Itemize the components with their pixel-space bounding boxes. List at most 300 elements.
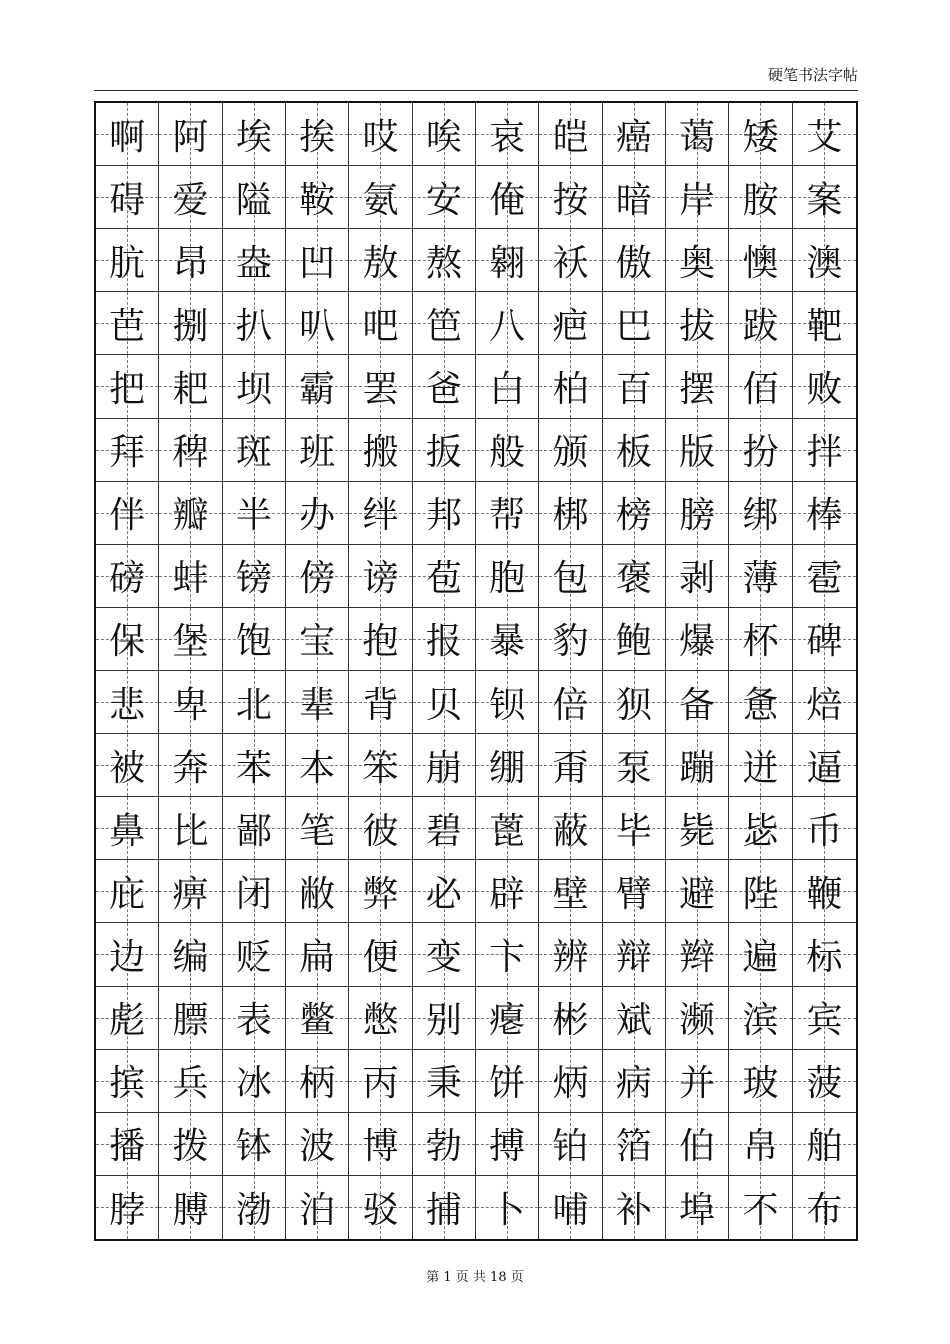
practice-character: 鞍	[299, 179, 336, 221]
grid-cell	[476, 734, 539, 797]
practice-character: 敖	[362, 242, 399, 284]
grid-cell	[666, 355, 729, 418]
grid-cell	[603, 987, 666, 1050]
grid-cell	[476, 545, 539, 608]
practice-character: 胺	[742, 179, 779, 221]
practice-character: 报	[425, 621, 462, 663]
practice-character: 胞	[489, 558, 526, 600]
practice-character: 濒	[679, 1000, 716, 1042]
practice-character: 剥	[679, 558, 716, 600]
practice-character: 贝	[425, 684, 462, 726]
grid-cell	[793, 860, 856, 923]
practice-character: 箔	[615, 1126, 652, 1168]
practice-character: 泵	[615, 747, 652, 789]
grid-cell	[413, 419, 476, 482]
grid-cell	[286, 1113, 349, 1176]
practice-character: 炳	[552, 1063, 589, 1105]
grid-cell	[793, 797, 856, 860]
practice-character: 钡	[489, 684, 526, 726]
practice-character: 弊	[362, 873, 399, 915]
practice-character: 棒	[806, 495, 843, 537]
grid-cell	[413, 166, 476, 229]
grid-cell	[793, 1176, 856, 1239]
practice-character: 斑	[235, 432, 272, 474]
grid-cell	[413, 103, 476, 166]
grid-cell	[793, 671, 856, 734]
grid-cell	[539, 166, 602, 229]
practice-character: 甭	[552, 747, 589, 789]
grid-cell	[603, 1113, 666, 1176]
practice-character: 宾	[806, 1000, 843, 1042]
grid-cell	[476, 608, 539, 671]
practice-character: 袄	[552, 242, 589, 284]
practice-character: 北	[235, 684, 272, 726]
practice-character: 蔽	[552, 810, 589, 852]
practice-character: 辨	[552, 936, 589, 978]
grid-cell	[603, 923, 666, 986]
practice-character: 必	[425, 873, 462, 915]
practice-character: 鞭	[806, 873, 843, 915]
grid-cell	[349, 608, 412, 671]
grid-cell	[349, 987, 412, 1050]
practice-character: 鄙	[235, 810, 272, 852]
practice-character: 比	[172, 810, 209, 852]
grid-cell	[223, 734, 286, 797]
grid-cell	[476, 923, 539, 986]
practice-character: 啊	[109, 116, 146, 158]
grid-cell	[539, 987, 602, 1050]
practice-character: 包	[552, 558, 589, 600]
practice-character: 并	[679, 1063, 716, 1105]
grid-cell	[286, 608, 349, 671]
practice-character: 泊	[299, 1189, 336, 1231]
practice-character: 暴	[489, 621, 526, 663]
practice-character: 榜	[615, 495, 652, 537]
grid-cell	[413, 292, 476, 355]
grid-cell	[539, 419, 602, 482]
practice-character: 柏	[552, 368, 589, 410]
grid-cell	[96, 1113, 159, 1176]
practice-character: 遍	[742, 936, 779, 978]
grid-cell	[413, 797, 476, 860]
grid-cell	[603, 482, 666, 545]
practice-character: 不	[742, 1189, 779, 1231]
practice-character: 癌	[615, 116, 652, 158]
practice-character: 稗	[172, 432, 209, 474]
practice-character: 薄	[742, 558, 779, 600]
grid-cell	[159, 860, 222, 923]
practice-character: 毙	[679, 810, 716, 852]
practice-character: 苞	[425, 558, 462, 600]
practice-character: 把	[109, 368, 146, 410]
grid-cell	[159, 987, 222, 1050]
practice-character: 爆	[679, 621, 716, 663]
practice-character: 狈	[615, 684, 652, 726]
practice-character: 脖	[109, 1189, 146, 1231]
practice-character: 铂	[552, 1126, 589, 1168]
grid-cell	[539, 923, 602, 986]
grid-cell	[96, 419, 159, 482]
practice-character: 败	[806, 368, 843, 410]
grid-cell	[603, 1176, 666, 1239]
grid-cell	[729, 229, 792, 292]
grid-cell	[729, 987, 792, 1050]
grid-cell	[666, 292, 729, 355]
practice-character: 表	[235, 1000, 272, 1042]
grid-cell	[476, 419, 539, 482]
grid-cell	[666, 734, 729, 797]
practice-character: 哀	[489, 116, 526, 158]
grid-cell	[603, 355, 666, 418]
grid-cell	[349, 166, 412, 229]
grid-cell	[793, 355, 856, 418]
practice-character: 豹	[552, 621, 589, 663]
practice-character: 褒	[615, 558, 652, 600]
practice-character: 辟	[489, 873, 526, 915]
grid-cell	[413, 1050, 476, 1113]
practice-character: 雹	[806, 558, 843, 600]
grid-cell	[666, 482, 729, 545]
practice-character: 坝	[235, 368, 272, 410]
practice-character: 笆	[425, 305, 462, 347]
practice-character: 膊	[172, 1189, 209, 1231]
practice-character: 唉	[425, 116, 462, 158]
practice-character: 菠	[806, 1063, 843, 1105]
grid-cell	[793, 229, 856, 292]
grid-cell	[96, 292, 159, 355]
grid-cell	[603, 103, 666, 166]
practice-character: 疤	[552, 305, 589, 347]
grid-cell	[349, 419, 412, 482]
practice-character: 八	[489, 305, 526, 347]
character-practice-grid	[94, 101, 858, 1241]
practice-character: 病	[615, 1063, 652, 1105]
practice-character: 毕	[615, 810, 652, 852]
practice-character: 勃	[425, 1126, 462, 1168]
grid-cell	[159, 671, 222, 734]
practice-character: 悲	[109, 684, 146, 726]
grid-cell	[223, 797, 286, 860]
grid-cell	[793, 482, 856, 545]
practice-character: 岸	[679, 179, 716, 221]
practice-character: 肮	[109, 242, 146, 284]
practice-character: 班	[299, 432, 336, 474]
practice-character: 奔	[172, 747, 209, 789]
grid-cell	[603, 671, 666, 734]
grid-cell	[413, 545, 476, 608]
practice-character: 本	[299, 747, 336, 789]
grid-cell	[96, 229, 159, 292]
grid-cell	[286, 166, 349, 229]
practice-character: 避	[679, 873, 716, 915]
grid-cell	[223, 229, 286, 292]
practice-character: 阿	[172, 116, 209, 158]
practice-character: 案	[806, 179, 843, 221]
grid-cell	[666, 1050, 729, 1113]
grid-cell	[603, 419, 666, 482]
practice-character: 蹦	[679, 747, 716, 789]
grid-cell	[413, 734, 476, 797]
grid-cell	[729, 1113, 792, 1176]
practice-character: 苯	[235, 747, 272, 789]
grid-cell	[476, 987, 539, 1050]
grid-cell	[96, 608, 159, 671]
grid-cell	[476, 355, 539, 418]
grid-cell	[729, 734, 792, 797]
practice-character: 跋	[742, 305, 779, 347]
practice-character: 挨	[299, 116, 336, 158]
grid-cell	[603, 1050, 666, 1113]
practice-character: 陛	[742, 873, 779, 915]
practice-character: 瘪	[489, 1000, 526, 1042]
practice-character: 帛	[742, 1126, 779, 1168]
grid-cell	[666, 103, 729, 166]
grid-cell	[729, 860, 792, 923]
practice-character: 搬	[362, 432, 399, 474]
grid-cell	[349, 671, 412, 734]
grid-cell	[286, 797, 349, 860]
grid-cell	[729, 797, 792, 860]
practice-character: 碧	[425, 810, 462, 852]
grid-cell	[159, 608, 222, 671]
practice-character: 邦	[425, 495, 462, 537]
grid-cell	[666, 860, 729, 923]
practice-character: 壁	[552, 873, 589, 915]
practice-character: 逼	[806, 747, 843, 789]
grid-cell	[729, 671, 792, 734]
grid-cell	[666, 671, 729, 734]
practice-character: 般	[489, 432, 526, 474]
grid-cell	[223, 545, 286, 608]
grid-cell	[603, 545, 666, 608]
practice-character: 爱	[172, 179, 209, 221]
practice-character: 扒	[235, 305, 272, 347]
grid-cell	[793, 987, 856, 1050]
practice-character: 彬	[552, 1000, 589, 1042]
grid-cell	[603, 860, 666, 923]
grid-cell	[223, 482, 286, 545]
grid-cell	[793, 734, 856, 797]
grid-cell	[159, 166, 222, 229]
practice-character: 氨	[362, 179, 399, 221]
practice-character: 变	[425, 936, 462, 978]
grid-cell	[223, 292, 286, 355]
grid-cell	[96, 1050, 159, 1113]
practice-character: 堡	[172, 621, 209, 663]
practice-character: 博	[362, 1126, 399, 1168]
practice-character: 澳	[806, 242, 843, 284]
practice-character: 半	[235, 495, 272, 537]
practice-character: 瓣	[172, 495, 209, 537]
practice-character: 拔	[679, 305, 716, 347]
grid-cell	[223, 103, 286, 166]
grid-cell	[223, 608, 286, 671]
grid-cell	[349, 482, 412, 545]
practice-character: 伴	[109, 495, 146, 537]
grid-cell	[476, 1176, 539, 1239]
grid-cell	[476, 292, 539, 355]
grid-cell	[286, 292, 349, 355]
grid-cell	[349, 734, 412, 797]
grid-cell	[286, 1050, 349, 1113]
practice-character: 傲	[615, 242, 652, 284]
grid-cell	[286, 482, 349, 545]
grid-cell	[286, 103, 349, 166]
practice-character: 佰	[742, 368, 779, 410]
grid-cell	[349, 545, 412, 608]
grid-cell	[413, 482, 476, 545]
grid-cell	[539, 103, 602, 166]
grid-cell	[96, 482, 159, 545]
grid-cell	[539, 229, 602, 292]
grid-cell	[539, 671, 602, 734]
grid-cell	[666, 1176, 729, 1239]
grid-cell	[603, 797, 666, 860]
grid-cell	[286, 734, 349, 797]
grid-cell	[349, 355, 412, 418]
practice-character: 靶	[806, 305, 843, 347]
grid-cell	[793, 1113, 856, 1176]
practice-character: 熬	[425, 242, 462, 284]
grid-cell	[666, 166, 729, 229]
practice-character: 杯	[742, 621, 779, 663]
practice-character: 爸	[425, 368, 462, 410]
practice-character: 笨	[362, 747, 399, 789]
grid-cell	[476, 797, 539, 860]
practice-character: 鼻	[109, 810, 146, 852]
grid-cell	[603, 229, 666, 292]
grid-cell	[476, 482, 539, 545]
grid-cell	[603, 608, 666, 671]
practice-character: 帮	[489, 495, 526, 537]
practice-character: 蓖	[489, 810, 526, 852]
practice-character: 憋	[362, 1000, 399, 1042]
practice-character: 卞	[489, 936, 526, 978]
practice-character: 背	[362, 684, 399, 726]
grid-cell	[96, 923, 159, 986]
grid-cell	[223, 355, 286, 418]
grid-cell	[476, 671, 539, 734]
grid-cell	[96, 671, 159, 734]
grid-cell	[159, 292, 222, 355]
grid-cell	[349, 229, 412, 292]
practice-character: 捕	[425, 1189, 462, 1231]
grid-cell	[729, 355, 792, 418]
grid-cell	[349, 1113, 412, 1176]
practice-character: 凹	[299, 242, 336, 284]
practice-character: 隘	[235, 179, 272, 221]
grid-cell	[476, 103, 539, 166]
grid-cell	[666, 545, 729, 608]
practice-character: 蔼	[679, 116, 716, 158]
practice-character: 丙	[362, 1063, 399, 1105]
practice-character: 毖	[742, 810, 779, 852]
practice-character: 驳	[362, 1189, 399, 1231]
practice-character: 播	[109, 1126, 146, 1168]
grid-cell	[603, 166, 666, 229]
practice-character: 版	[679, 432, 716, 474]
grid-cell	[96, 734, 159, 797]
grid-cell	[286, 545, 349, 608]
practice-character: 滨	[742, 1000, 779, 1042]
practice-character: 秉	[425, 1063, 462, 1105]
grid-cell	[666, 797, 729, 860]
grid-cell	[159, 355, 222, 418]
practice-character: 庇	[109, 873, 146, 915]
practice-character: 巴	[615, 305, 652, 347]
practice-character: 谤	[362, 558, 399, 600]
grid-cell	[413, 1113, 476, 1176]
grid-cell	[286, 987, 349, 1050]
practice-character: 舶	[806, 1126, 843, 1168]
grid-cell	[159, 923, 222, 986]
practice-character: 霸	[299, 368, 336, 410]
practice-character: 布	[806, 1189, 843, 1231]
practice-character: 蚌	[172, 558, 209, 600]
practice-character: 绊	[362, 495, 399, 537]
grid-cell	[539, 545, 602, 608]
practice-character: 办	[299, 495, 336, 537]
practice-character: 痹	[172, 873, 209, 915]
grid-cell	[349, 1050, 412, 1113]
practice-character: 柄	[299, 1063, 336, 1105]
page-header-title: 硬笔书法字帖	[767, 66, 858, 84]
practice-character: 鲍	[615, 621, 652, 663]
practice-character: 卑	[172, 684, 209, 726]
practice-character: 矮	[742, 116, 779, 158]
practice-character: 俺	[489, 179, 526, 221]
grid-cell	[793, 103, 856, 166]
practice-character: 按	[552, 179, 589, 221]
grid-cell	[223, 1113, 286, 1176]
grid-cell	[286, 355, 349, 418]
practice-character: 磅	[109, 558, 146, 600]
grid-cell	[286, 419, 349, 482]
practice-character: 闭	[235, 873, 272, 915]
grid-cell	[223, 987, 286, 1050]
practice-character: 耙	[172, 368, 209, 410]
practice-character: 标	[806, 936, 843, 978]
practice-character: 兵	[172, 1063, 209, 1105]
practice-character: 扮	[742, 432, 779, 474]
grid-cell	[476, 1113, 539, 1176]
grid-cell	[223, 860, 286, 923]
practice-character: 备	[679, 684, 716, 726]
grid-cell	[539, 1176, 602, 1239]
practice-character: 梆	[552, 495, 589, 537]
practice-character: 板	[615, 432, 652, 474]
practice-character: 伯	[679, 1126, 716, 1168]
practice-character: 迸	[742, 747, 779, 789]
practice-character: 辩	[615, 936, 652, 978]
grid-cell	[286, 860, 349, 923]
grid-cell	[666, 923, 729, 986]
grid-cell	[793, 545, 856, 608]
practice-character: 惫	[742, 684, 779, 726]
grid-cell	[96, 545, 159, 608]
grid-cell	[223, 923, 286, 986]
practice-character: 罢	[362, 368, 399, 410]
grid-cell	[603, 734, 666, 797]
practice-character: 芭	[109, 305, 146, 347]
grid-cell	[539, 797, 602, 860]
practice-character: 倍	[552, 684, 589, 726]
grid-cell	[729, 608, 792, 671]
grid-cell	[539, 860, 602, 923]
practice-character: 叭	[299, 305, 336, 347]
practice-character: 昂	[172, 242, 209, 284]
practice-character: 编	[172, 936, 209, 978]
